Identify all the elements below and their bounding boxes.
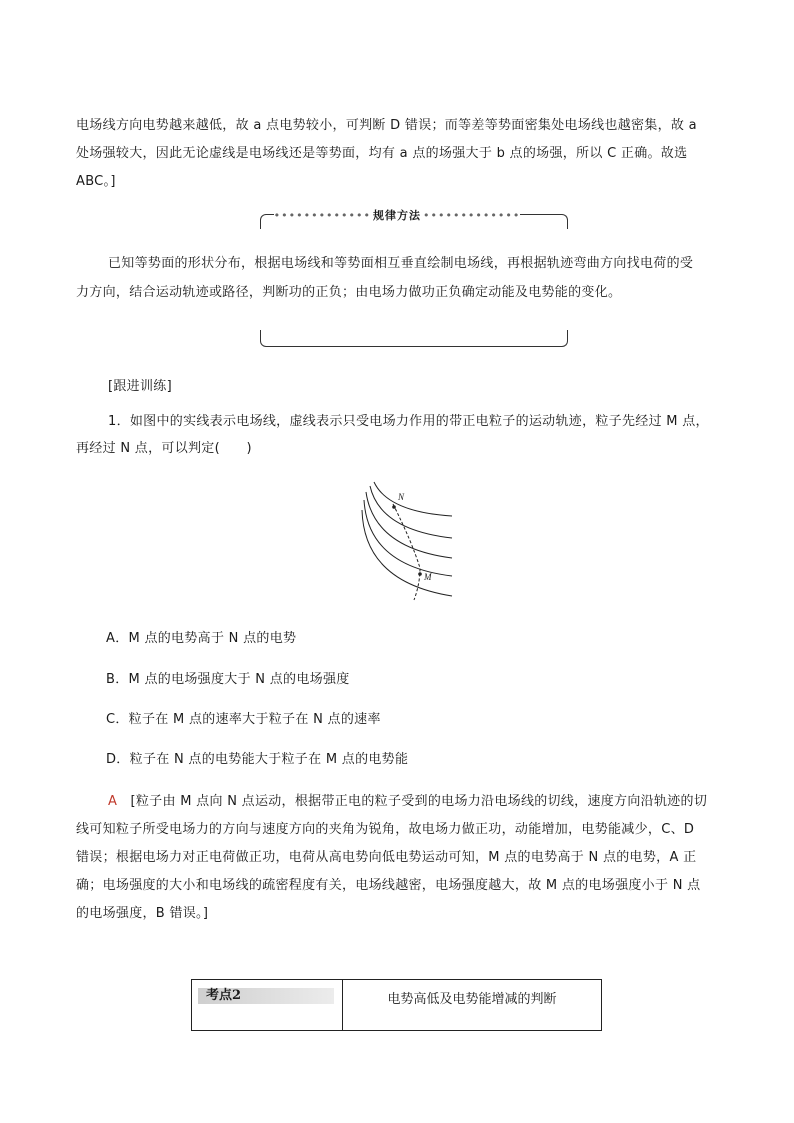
option-a: A．M 点的电势高于 N 点的电势 (106, 631, 297, 646)
option-c: C．粒子在 M 点的速率大于粒子在 N 点的速率 (106, 712, 381, 727)
title-dots-right: ••••••••••••• (423, 209, 521, 222)
field-line-4 (364, 500, 452, 576)
intro-line-3: ABC。] (76, 174, 116, 189)
intro-line-1: 电场线方向电势越来越低，故 a 点电势较小，可判断 D 错误；而等差等势面密集处电场线也越密集，故 a (76, 118, 697, 133)
field-line-3 (366, 492, 452, 558)
question-line-2: 再经过 N 点，可以判定( ) (76, 441, 252, 456)
answer-line-5: 的电场强度，B 错误。] (76, 906, 209, 921)
kaodian-tag: 考点2 (198, 988, 334, 1004)
kaodian-table (191, 979, 602, 1031)
field-line-1 (374, 482, 452, 516)
answer-line-4: 确；电场强度的大小和电场线的疏密程度有关，电场线越密，电场强度越大，故 M 点的电场强度小于 N 点 (76, 878, 701, 893)
method-box-title (0, 207, 794, 223)
answer-line-1 (108, 790, 752, 809)
method-line-2: 力方向，结合运动轨迹或路径，判断功的正负；由电场力做功正负确定动能及电势能的变化。 (76, 285, 622, 300)
method-line-1: 已知等势面的形状分布，根据电场线和等势面相互垂直绘制电场线，再根据轨迹弯曲方向找电荷的受 (108, 256, 694, 271)
method-box-title-text: 规律方法 (373, 209, 421, 222)
field-line-figure (360, 478, 460, 602)
point-m (418, 572, 422, 576)
answer-line-2: 线可知粒子所受电场力的方向与速度方向的夹角为锐角，故电场力做正功，动能增加，电势能减少，C、D (76, 822, 695, 837)
practice-header: [跟进训练] (108, 379, 172, 394)
answer-letter: A (108, 794, 118, 809)
kaodian-tag-cell (192, 980, 343, 1031)
method-box-bottom-border (260, 330, 568, 347)
option-b: B．M 点的电场强度大于 N 点的电场强度 (106, 672, 350, 687)
answer-first-text: [粒子由 M 点向 N 点运动，根据带正电的粒子受到的电场力沿电场线的切线，速度方向沿轨迹的切 (130, 794, 708, 809)
kaodian-title: 电势高低及电势能增减的判断 (387, 992, 557, 1007)
title-dots-left: ••••••••••••• (273, 209, 371, 222)
intro-line-2: 处场强较大，因此无论虚线是电场线还是等势面，均有 a 点的场强大于 b 点的场强，所以 C 正确。故选 (76, 146, 688, 161)
field-line-5 (362, 510, 452, 596)
label-m: M (424, 572, 432, 582)
trajectory-dashed (393, 504, 420, 600)
label-n: N (398, 492, 405, 502)
question-line-1: 1．如图中的实线表示电场线，虚线表示只受电场力作用的带正电粒子的运动轨迹，粒子先经过 M 点， (108, 414, 709, 429)
answer-line-3: 错误；根据电场力对正电荷做正功，电荷从高电势向低电势运动可知，M 点的电势高于 N 点的电势，A 正 (76, 850, 697, 865)
option-d: D．粒子在 N 点的电势能大于粒子在 M 点的电势能 (106, 752, 409, 767)
kaodian-title-cell (343, 980, 602, 1031)
point-n (392, 505, 396, 509)
